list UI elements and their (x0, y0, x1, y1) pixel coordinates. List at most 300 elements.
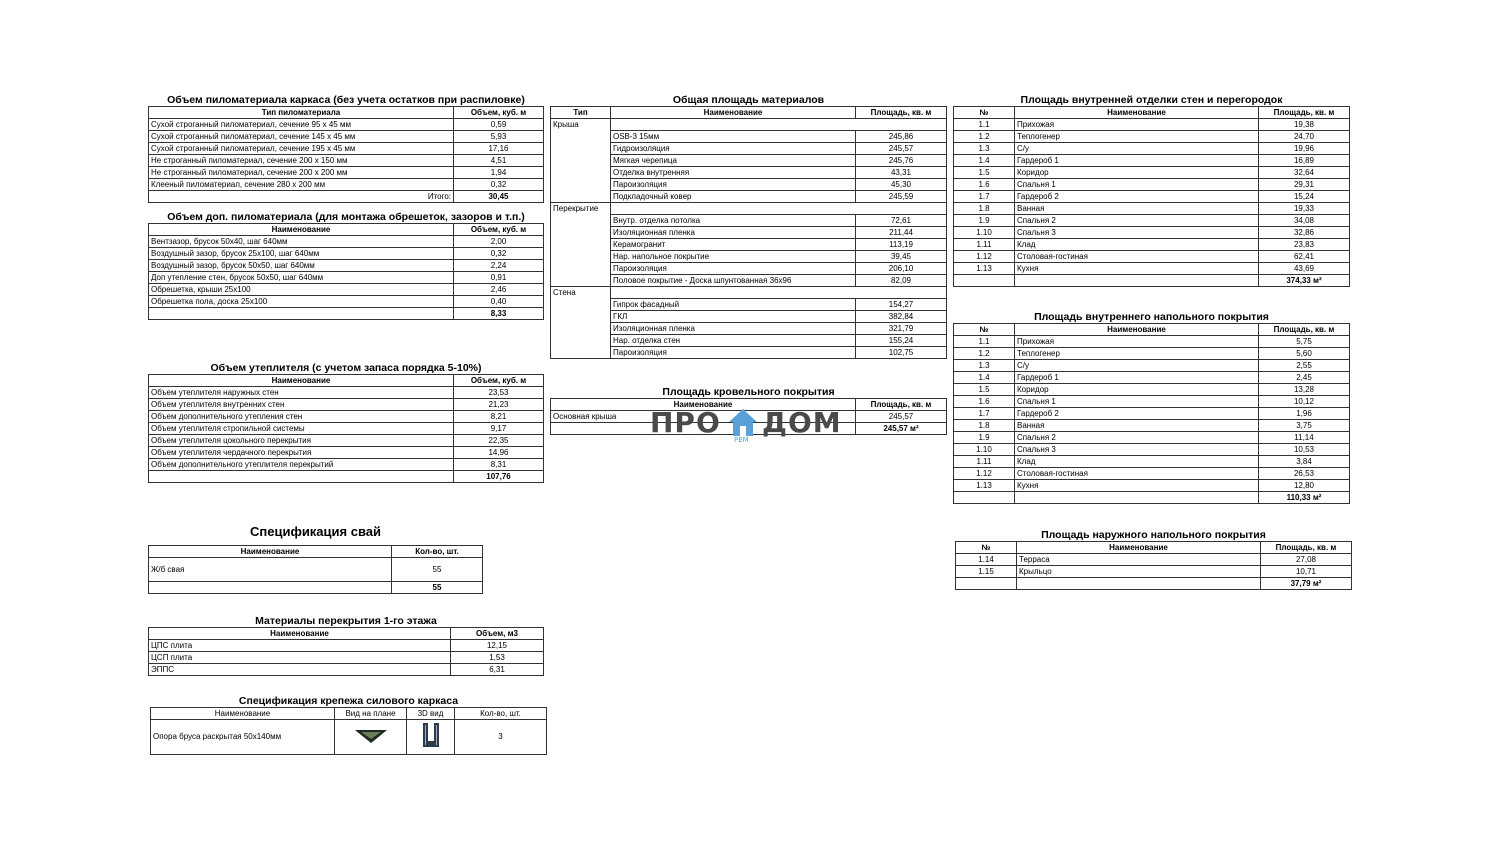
insulation-volume-cell: 22,35 (454, 435, 544, 447)
materials-type-spacer (551, 263, 611, 275)
extra-lumber-total-row (149, 308, 544, 320)
insulation-name-cell: Объем дополнительного утепления стен (149, 411, 454, 423)
floor1-header-name: Наименование (149, 628, 451, 640)
table-row (149, 155, 544, 167)
table-row (149, 459, 544, 471)
wall-finish-num-cell: 1.4 (954, 155, 1015, 167)
table-row (149, 272, 544, 284)
table-row (149, 143, 544, 155)
floor-cover-total-empty2 (1015, 492, 1259, 504)
piles-total-empty (149, 582, 392, 594)
outdoor-floor-total-empty (956, 578, 1017, 590)
outdoor-floor-name-cell: Крыльцо (1017, 566, 1261, 578)
wall-finish-area-cell: 34,08 (1259, 215, 1350, 227)
floor-cover-num-cell: 1.9 (954, 432, 1015, 444)
extra-lumber-header-volume: Объем, куб. м (454, 224, 544, 236)
wall-finish-header-area: Площадь, кв. м (1259, 107, 1350, 119)
floor1-name-cell: ЦПС плита (149, 640, 451, 652)
floor1-table (148, 627, 544, 676)
table-row (954, 119, 1350, 131)
floor-cover-num-cell: 1.12 (954, 468, 1015, 480)
table-row (551, 347, 947, 359)
floor-cover-area-cell: 2,55 (1259, 360, 1350, 372)
insulation-volume-cell: 9,17 (454, 423, 544, 435)
floor-cover-area-cell: 10,12 (1259, 396, 1350, 408)
table-row (954, 203, 1350, 215)
lumber-volume-cell: 0,59 (454, 119, 544, 131)
floor-cover-area-cell: 26,53 (1259, 468, 1350, 480)
floor-cover-area-cell: 13,28 (1259, 384, 1350, 396)
materials-area-cell: 102,75 (856, 347, 947, 359)
table-row (149, 387, 544, 399)
wall-finish-area-cell: 19,38 (1259, 119, 1350, 131)
extra-lumber-volume-cell: 0,40 (454, 296, 544, 308)
materials-area-cell: 155,24 (856, 335, 947, 347)
table-row (954, 167, 1350, 179)
insulation-name-cell: Объем утеплителя цокольного перекрытия (149, 435, 454, 447)
piles-total-row (149, 582, 483, 594)
materials-name-cell: Пароизоляция (611, 263, 856, 275)
outdoor-floor-header-name: Наименование (1017, 542, 1261, 554)
table-row (551, 131, 947, 143)
floor-cover-area-cell: 11,14 (1259, 432, 1350, 444)
lumber-volume-cell: 4,51 (454, 155, 544, 167)
materials-group-type: Перекрытие (551, 203, 611, 215)
table-row (551, 215, 947, 227)
materials-type-spacer (551, 155, 611, 167)
materials-group-empty (611, 119, 856, 131)
lumber-total-value: 30,45 (454, 191, 544, 203)
outdoor-floor-table (955, 541, 1352, 590)
piles-row-count: 55 (392, 558, 483, 582)
floor-cover-area-cell: 12,80 (1259, 480, 1350, 492)
table-row (149, 435, 544, 447)
wall-finish-area-cell: 29,31 (1259, 179, 1350, 191)
materials-area-cell: 245,86 (856, 131, 947, 143)
wall-finish-name-cell: Гардероб 1 (1015, 155, 1259, 167)
table-row (149, 423, 544, 435)
table-row (954, 468, 1350, 480)
wall-finish-name-cell: Коридор (1015, 167, 1259, 179)
floor-cover-name-cell: Спальня 2 (1015, 432, 1259, 444)
table-row (954, 480, 1350, 492)
wall-finish-name-cell: Спальня 2 (1015, 215, 1259, 227)
table-row (956, 554, 1352, 566)
table-row (956, 566, 1352, 578)
extra-lumber-name-cell: Воздушный зазор, брусок 50х50, шаг 640мм (149, 260, 454, 272)
wall-finish-name-cell: Ванная (1015, 203, 1259, 215)
wall-finish-total-row (954, 275, 1350, 287)
roofing-header-area: Площадь, кв. м (856, 399, 947, 411)
floor1-header-volume: Объем, м3 (451, 628, 544, 640)
fasteners-table (150, 707, 547, 755)
materials-header-area: Площадь, кв. м (856, 107, 947, 119)
materials-area-cell: 39,45 (856, 251, 947, 263)
table-row (149, 284, 544, 296)
table-row (551, 167, 947, 179)
floor-cover-num-cell: 1.6 (954, 396, 1015, 408)
table-row (954, 432, 1350, 444)
floor-cover-area-cell: 3,84 (1259, 456, 1350, 468)
piles-block (148, 524, 483, 594)
materials-name-cell: Половое покрытие - Доска шпунтованная 36х96 (611, 275, 856, 287)
materials-type-spacer (551, 275, 611, 287)
house-icon (728, 408, 758, 438)
materials-name-cell: Гипрок фасадный (611, 299, 856, 311)
table-row (954, 396, 1350, 408)
materials-type-spacer (551, 227, 611, 239)
wall-finish-area-cell: 62,41 (1259, 251, 1350, 263)
lumber-total-label: Итого: (149, 191, 454, 203)
fasteners-header-3d: 3D вид (407, 708, 455, 720)
lumber-table (148, 106, 544, 203)
wall-finish-num-cell: 1.6 (954, 179, 1015, 191)
floor-cover-area-cell: 3,75 (1259, 420, 1350, 432)
table-row (954, 408, 1350, 420)
fasteners-plan-icon (335, 720, 407, 755)
extra-lumber-volume-cell: 0,91 (454, 272, 544, 284)
table-row (551, 239, 947, 251)
floor-cover-num-cell: 1.11 (954, 456, 1015, 468)
floor-cover-num-cell: 1.1 (954, 336, 1015, 348)
floor-cover-num-cell: 1.7 (954, 408, 1015, 420)
floor-cover-name-cell: Прихожая (1015, 336, 1259, 348)
lumber-block (148, 94, 544, 203)
outdoor-floor-total-value: 37,79 м² (1261, 578, 1352, 590)
materials-area-cell: 211,44 (856, 227, 947, 239)
table-row (551, 191, 947, 203)
wall-finish-name-cell: Гардероб 2 (1015, 191, 1259, 203)
floor-cover-area-cell: 5,75 (1259, 336, 1350, 348)
table-row (954, 239, 1350, 251)
table-row (551, 275, 947, 287)
materials-area-cell: 43,31 (856, 167, 947, 179)
table-row (954, 348, 1350, 360)
materials-group-empty (856, 119, 947, 131)
insulation-name-cell: Объем утеплителя чердачного перекрытия (149, 447, 454, 459)
floor-cover-area-cell: 5,60 (1259, 348, 1350, 360)
floor-cover-total-empty (954, 492, 1015, 504)
table-row (149, 260, 544, 272)
watermark-logo (650, 406, 850, 446)
insulation-total-value: 107,76 (454, 471, 544, 483)
table-row (954, 155, 1350, 167)
materials-type-spacer (551, 299, 611, 311)
floor-cover-block (953, 311, 1350, 504)
materials-name-cell: Нар. отделка стен (611, 335, 856, 347)
floor-cover-title: Площадь внутреннего напольного покрытия (1034, 311, 1269, 323)
outdoor-floor-name-cell: Терраса (1017, 554, 1261, 566)
insulation-volume-cell: 8,31 (454, 459, 544, 471)
table-row (149, 179, 544, 191)
extra-lumber-name-cell: Обрешетка пола, доска 25х100 (149, 296, 454, 308)
materials-type-spacer (551, 347, 611, 359)
table-row (149, 399, 544, 411)
table-row (551, 227, 947, 239)
extra-lumber-table (148, 223, 544, 320)
floor-cover-area-cell: 1,96 (1259, 408, 1350, 420)
wall-finish-total-value: 374,33 м² (1259, 275, 1350, 287)
outdoor-floor-title: Площадь наружного напольного покрытия (1041, 529, 1266, 541)
fasteners-header-name: Наименование (151, 708, 335, 720)
lumber-volume-cell: 17,16 (454, 143, 544, 155)
extra-lumber-volume-cell: 2,24 (454, 260, 544, 272)
materials-area-cell: 245,76 (856, 155, 947, 167)
wall-finish-name-cell: Теплогенер (1015, 131, 1259, 143)
materials-header-type: Тип (551, 107, 611, 119)
materials-name-cell: Изоляционная пленка (611, 227, 856, 239)
extra-lumber-volume-cell: 0,32 (454, 248, 544, 260)
piles-header-count: Кол-во, шт. (392, 546, 483, 558)
table-row (954, 360, 1350, 372)
piles-title: Спецификация свай (249, 524, 381, 539)
floor-cover-num-cell: 1.13 (954, 480, 1015, 492)
materials-name-cell: Отделка внутренняя (611, 167, 856, 179)
materials-area-cell: 154,27 (856, 299, 947, 311)
table-row (954, 420, 1350, 432)
table-row (954, 227, 1350, 239)
outdoor-floor-total-empty2 (1017, 578, 1261, 590)
fasteners-title: Спецификация крепежа силового каркаса (238, 695, 459, 707)
insulation-total-empty (149, 471, 454, 483)
table-row (149, 411, 544, 423)
wall-finish-area-cell: 23,83 (1259, 239, 1350, 251)
materials-area-cell: 82,09 (856, 275, 947, 287)
table-row (954, 336, 1350, 348)
lumber-header-type: Тип пиломатериала (149, 107, 454, 119)
table-row (149, 640, 544, 652)
piles-header-name: Наименование (149, 546, 392, 558)
insulation-name-cell: Объем утеплителя стропильной системы (149, 423, 454, 435)
watermark-sub: РЕМ (734, 436, 749, 444)
insulation-title: Объем утеплителя (с учетом запаса порядка 5-10%) (210, 362, 482, 374)
table-row (149, 447, 544, 459)
insulation-volume-cell: 8,21 (454, 411, 544, 423)
wall-finish-name-cell: Столовая-гостиная (1015, 251, 1259, 263)
wall-finish-total-empty (954, 275, 1015, 287)
materials-group-row (551, 287, 947, 299)
roofing-header-name: Наименование (551, 399, 856, 411)
lumber-type-cell: Сухой строганный пиломатериал, сечение 195 х 45 мм (149, 143, 454, 155)
extra-lumber-total-value: 8,33 (454, 308, 544, 320)
floor-cover-header-name: Наименование (1015, 324, 1259, 336)
lumber-volume-cell: 5,93 (454, 131, 544, 143)
wall-finish-num-cell: 1.5 (954, 167, 1015, 179)
table-row (151, 720, 547, 755)
lumber-title: Объем пиломатериала каркаса (без учета остатков при распиловке) (167, 94, 525, 106)
wall-finish-table (953, 106, 1350, 287)
outdoor-floor-header-area: Площадь, кв. м (1261, 542, 1352, 554)
table-row (551, 179, 947, 191)
table-row (954, 456, 1350, 468)
table-row (551, 143, 947, 155)
floor1-title: Материалы перекрытия 1-го этажа (255, 615, 437, 627)
wall-finish-block (953, 94, 1350, 287)
insulation-header-volume: Объем, куб. м (454, 375, 544, 387)
floor1-volume-cell: 6,31 (451, 664, 544, 676)
table-row (149, 248, 544, 260)
lumber-type-cell: Не строганный пиломатериал, сечение 200 х 150 мм (149, 155, 454, 167)
wall-finish-name-cell: Клад (1015, 239, 1259, 251)
wall-finish-num-cell: 1.12 (954, 251, 1015, 263)
table-row (954, 444, 1350, 456)
floor-cover-header-num: № (954, 324, 1015, 336)
wall-finish-num-cell: 1.3 (954, 143, 1015, 155)
fasteners-header-plan: Вид на плане (335, 708, 407, 720)
floor-cover-name-cell: С/у (1015, 360, 1259, 372)
table-row (149, 131, 544, 143)
table-row (954, 179, 1350, 191)
extra-lumber-header-name: Наименование (149, 224, 454, 236)
materials-name-cell: Изоляционная пленка (611, 323, 856, 335)
materials-area-cell: 321,79 (856, 323, 947, 335)
insulation-volume-cell: 23,53 (454, 387, 544, 399)
wall-finish-area-cell: 24,70 (1259, 131, 1350, 143)
roofing-title: Площадь кровельного покрытия (662, 386, 835, 398)
materials-group-empty (856, 287, 947, 299)
table-row (149, 652, 544, 664)
insulation-volume-cell: 21,23 (454, 399, 544, 411)
table-row (149, 167, 544, 179)
materials-group-empty (611, 287, 856, 299)
floor-cover-name-cell: Кухня (1015, 480, 1259, 492)
floor-cover-header-area: Площадь, кв. м (1259, 324, 1350, 336)
floor-cover-name-cell: Коридор (1015, 384, 1259, 396)
extra-lumber-name-cell: Обрешетка, крыши 25х100 (149, 284, 454, 296)
wall-finish-total-empty2 (1015, 275, 1259, 287)
wall-finish-name-cell: С/у (1015, 143, 1259, 155)
floor-cover-num-cell: 1.2 (954, 348, 1015, 360)
lumber-type-cell: Сухой строганный пиломатериал, сечение 95 х 45 мм (149, 119, 454, 131)
materials-type-spacer (551, 167, 611, 179)
floor1-block (148, 615, 544, 676)
wall-finish-num-cell: 1.9 (954, 215, 1015, 227)
wall-finish-area-cell: 16,89 (1259, 155, 1350, 167)
piles-total-value: 55 (392, 582, 483, 594)
table-row (551, 311, 947, 323)
floor-cover-area-cell: 10,53 (1259, 444, 1350, 456)
floor-cover-name-cell: Гардероб 1 (1015, 372, 1259, 384)
roofing-total-value: 245,57 м² (856, 423, 947, 435)
materials-name-cell: Внутр. отделка потолка (611, 215, 856, 227)
materials-type-spacer (551, 191, 611, 203)
wall-finish-area-cell: 15,24 (1259, 191, 1350, 203)
materials-table (550, 106, 947, 359)
outdoor-floor-header-num: № (956, 542, 1017, 554)
lumber-type-cell: Клееный пиломатериал, сечение 280 х 200 мм (149, 179, 454, 191)
extra-lumber-volume-cell: 2,46 (454, 284, 544, 296)
lumber-type-cell: Не строганный пиломатериал, сечение 200 х 200 мм (149, 167, 454, 179)
wall-finish-area-cell: 43,69 (1259, 263, 1350, 275)
materials-group-empty (611, 203, 856, 215)
fasteners-row-count: 3 (455, 720, 547, 755)
fasteners-row-name: Опора бруса раскрытая 50х140мм (151, 720, 335, 755)
wall-finish-name-cell: Прихожая (1015, 119, 1259, 131)
floor1-name-cell: ЭППС (149, 664, 451, 676)
wall-finish-num-cell: 1.11 (954, 239, 1015, 251)
extra-lumber-block (148, 211, 544, 320)
extra-lumber-volume-cell: 2,00 (454, 236, 544, 248)
floor1-volume-cell: 1,53 (451, 652, 544, 664)
fasteners-header-count: Кол-во, шт. (455, 708, 547, 720)
table-row (149, 119, 544, 131)
floor-cover-num-cell: 1.5 (954, 384, 1015, 396)
materials-group-empty (856, 203, 947, 215)
materials-type-spacer (551, 311, 611, 323)
wall-finish-num-cell: 1.7 (954, 191, 1015, 203)
floor-cover-name-cell: Теплогенер (1015, 348, 1259, 360)
outdoor-floor-num-cell: 1.14 (956, 554, 1017, 566)
insulation-name-cell: Объем утеплителя внутренних стен (149, 399, 454, 411)
lumber-total-row (149, 191, 544, 203)
floor-cover-num-cell: 1.8 (954, 420, 1015, 432)
extra-lumber-name-cell: Воздушный зазор, брусок 25х100, шаг 640мм (149, 248, 454, 260)
floor-cover-total-value: 110,33 м² (1259, 492, 1350, 504)
materials-type-spacer (551, 179, 611, 191)
lumber-volume-cell: 1,94 (454, 167, 544, 179)
floor-cover-name-cell: Гардероб 2 (1015, 408, 1259, 420)
materials-name-cell: Подкладочный ковер (611, 191, 856, 203)
materials-group-row (551, 119, 947, 131)
wall-finish-title: Площадь внутренней отделки стен и перегородок (1020, 94, 1283, 106)
table-row (954, 215, 1350, 227)
wall-finish-name-cell: Спальня 1 (1015, 179, 1259, 191)
materials-type-spacer (551, 323, 611, 335)
materials-type-spacer (551, 335, 611, 347)
table-row (551, 263, 947, 275)
outdoor-floor-block (955, 529, 1352, 590)
table-row (954, 143, 1350, 155)
insulation-total-row (149, 471, 544, 483)
outdoor-floor-area-cell: 27,08 (1261, 554, 1352, 566)
materials-type-spacer (551, 239, 611, 251)
outdoor-floor-area-cell: 10,71 (1261, 566, 1352, 578)
materials-area-cell: 45,30 (856, 179, 947, 191)
outdoor-floor-total-row (956, 578, 1352, 590)
materials-name-cell: Гидроизоляция (611, 143, 856, 155)
table-row (149, 664, 544, 676)
materials-type-spacer (551, 143, 611, 155)
wall-finish-num-cell: 1.8 (954, 203, 1015, 215)
extra-lumber-name-cell: Вентзазор, брусок 50х40, шаг 640мм (149, 236, 454, 248)
table-row (149, 296, 544, 308)
materials-type-spacer (551, 251, 611, 263)
table-row (551, 251, 947, 263)
table-row (149, 558, 483, 582)
roofing-row-area: 245,57 (856, 411, 947, 423)
wall-finish-name-cell: Кухня (1015, 263, 1259, 275)
floor1-name-cell: ЦСП плита (149, 652, 451, 664)
piles-table (148, 545, 483, 594)
materials-area-cell: 245,59 (856, 191, 947, 203)
materials-type-spacer (551, 215, 611, 227)
outdoor-floor-num-cell: 1.15 (956, 566, 1017, 578)
materials-area-cell: 245,57 (856, 143, 947, 155)
wall-finish-name-cell: Спальня 3 (1015, 227, 1259, 239)
table-row (954, 251, 1350, 263)
table-row (954, 263, 1350, 275)
insulation-block (148, 362, 544, 483)
materials-name-cell: OSB-3 15мм (611, 131, 856, 143)
wall-finish-area-cell: 32,64 (1259, 167, 1350, 179)
materials-header-name: Наименование (611, 107, 856, 119)
wall-finish-num-cell: 1.2 (954, 131, 1015, 143)
materials-name-cell: Керамогранит (611, 239, 856, 251)
fasteners-3d-icon (407, 720, 455, 755)
floor-cover-name-cell: Клад (1015, 456, 1259, 468)
extra-lumber-title: Объем доп. пиломатериала (для монтажа обрешеток, зазоров и т.п.) (167, 211, 525, 223)
lumber-header-volume: Объем, куб. м (454, 107, 544, 119)
